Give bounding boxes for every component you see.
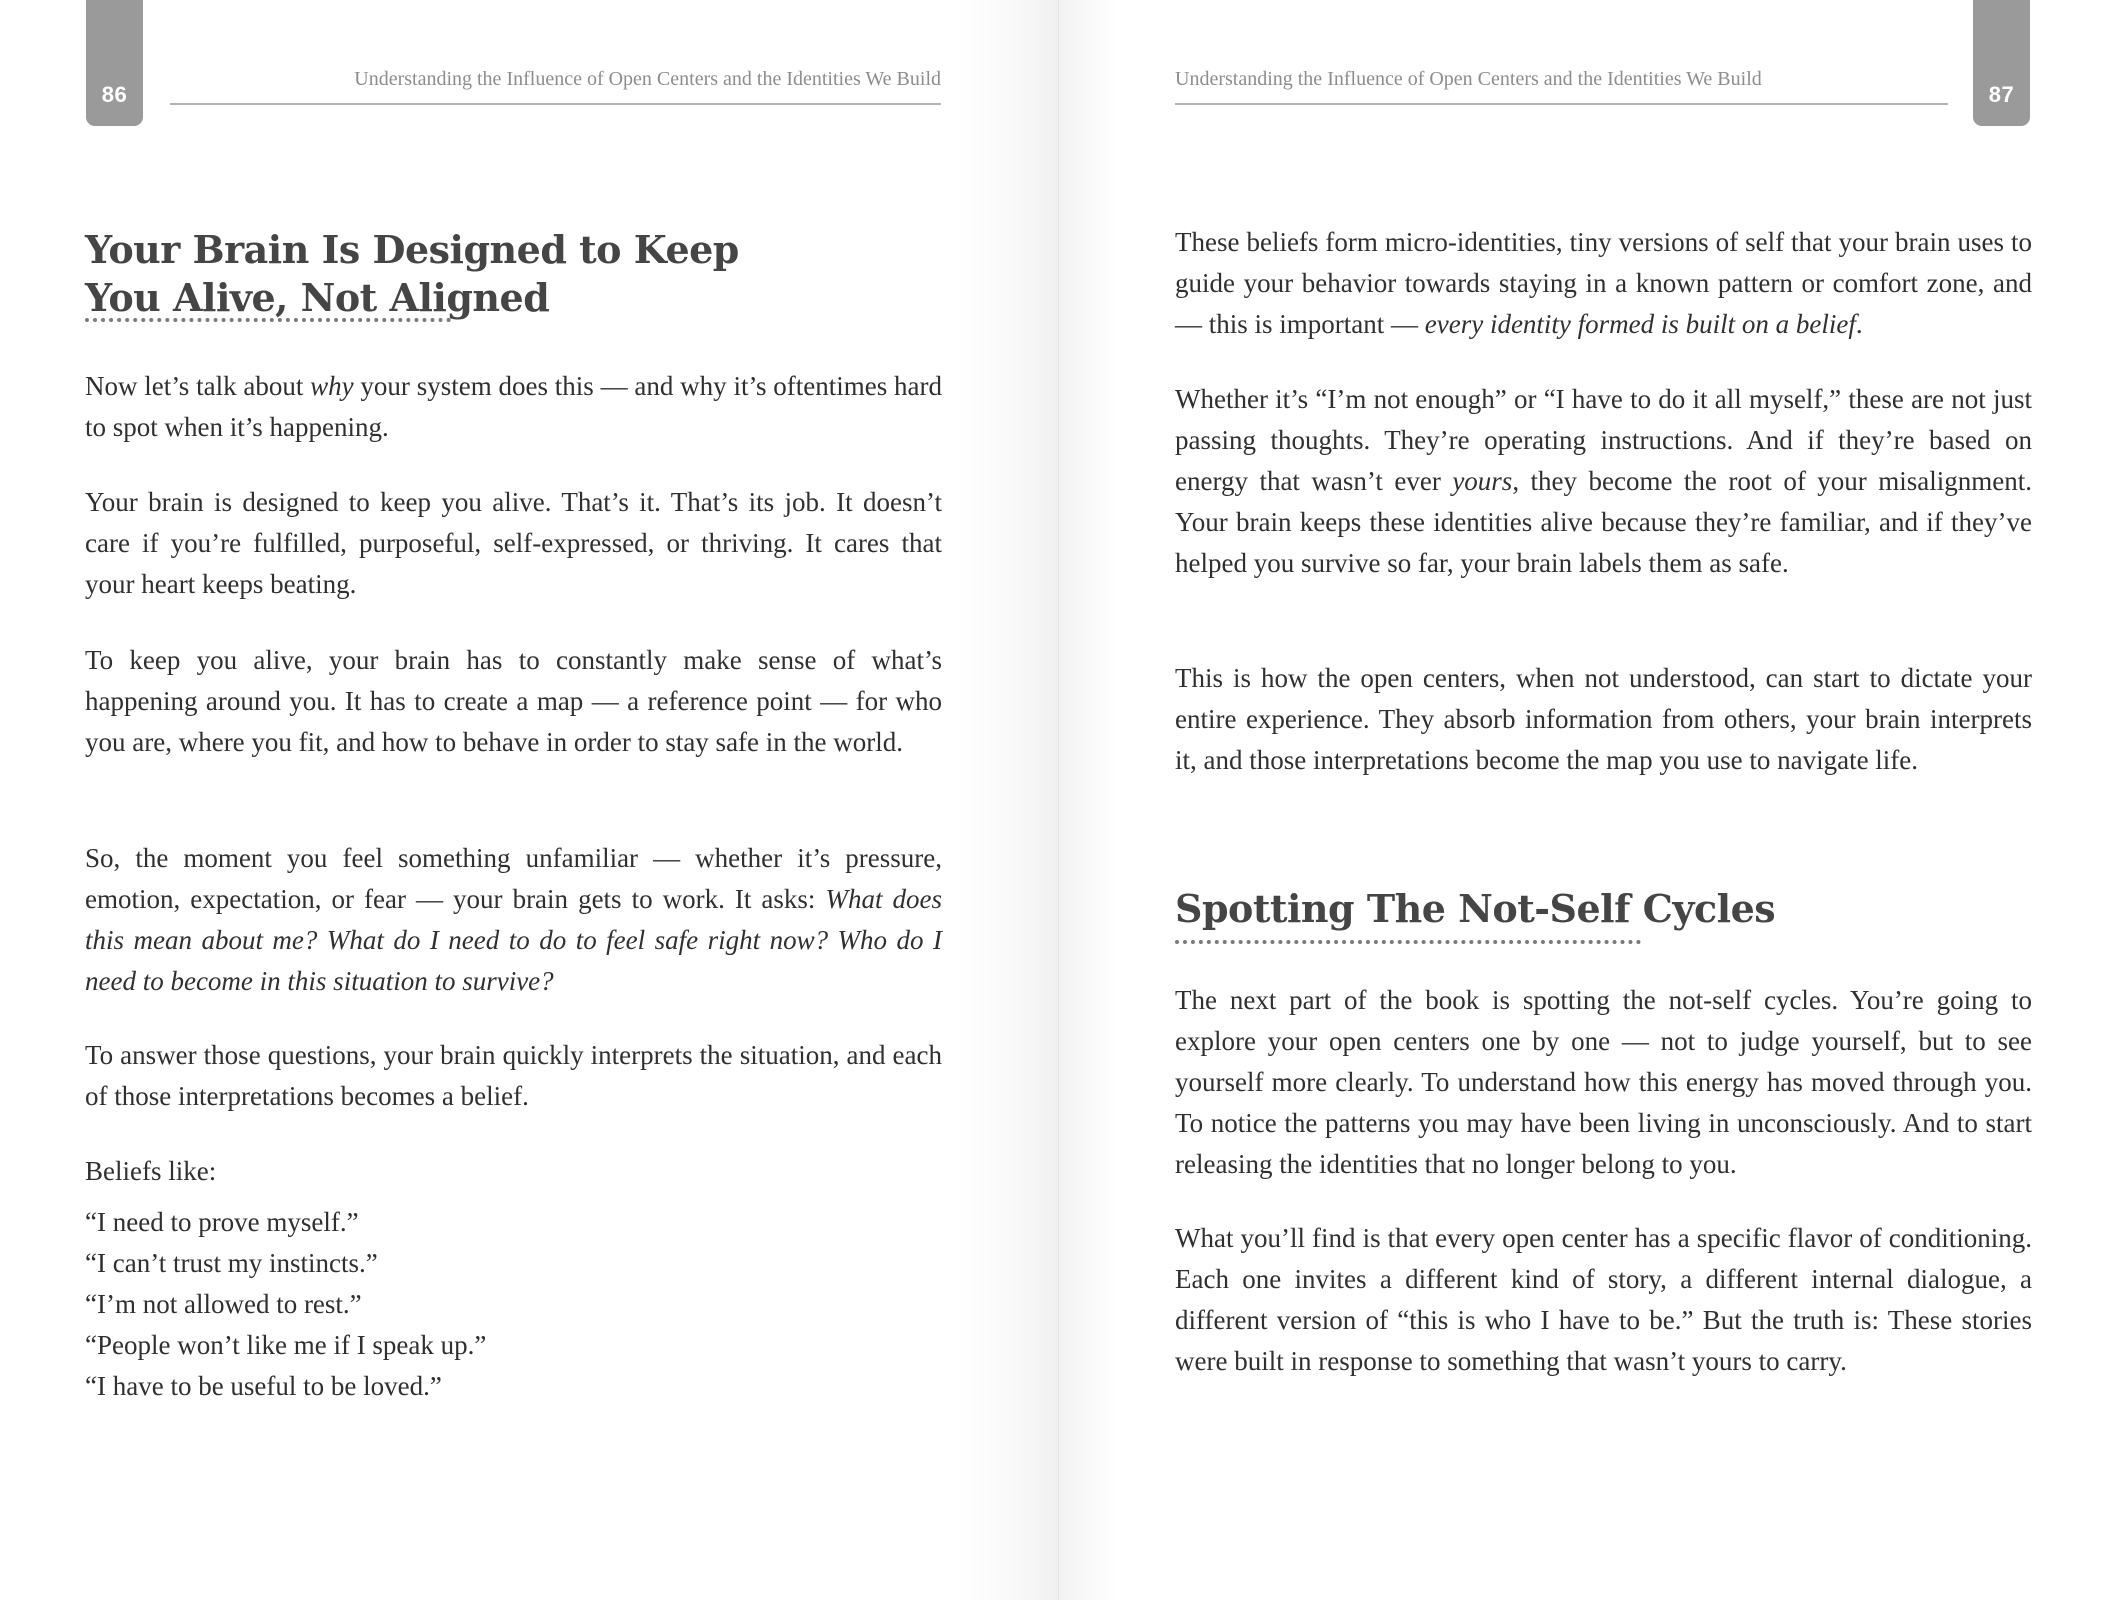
page-number-tab xyxy=(86,0,143,126)
section-heading: Spotting The Not-Self Cycles xyxy=(1175,886,1776,931)
belief-item: “I’m not allowed to rest.” xyxy=(85,1289,362,1319)
left-page xyxy=(0,0,1058,1600)
paragraph xyxy=(85,838,942,1002)
paragraph: The next part of the book is spotting the not-self cycles. You’re going to explore your open centers one by one — not to judge yourself, but to see yourself more clearly. To understand how this energy has moved through you. To notice the patterns you may have been living in unconsciously. And to start releasing the identities that no longer belong to you. xyxy=(1175,985,2032,1179)
header-rule xyxy=(1175,103,1948,105)
paragraph: To answer those questions, your brain quickly interprets the situation, and each of those interpretations becomes a belief. xyxy=(85,1040,942,1111)
heading-line: You Alive, Not Aligned xyxy=(85,275,550,320)
header-rule xyxy=(170,103,941,105)
paragraph-text: So, the moment you feel something unfamiliar — whether it’s pressure, emotion, expectation, or fear — your brain gets to work. It asks: xyxy=(85,843,942,914)
paragraph: To keep you alive, your brain has to constantly make sense of what’s happening around you. It has to create a map — a reference point — for who you are, where you fit, and how to behave in order to stay safe in the world. xyxy=(85,645,942,757)
page-number: 87 xyxy=(1988,82,2015,107)
paragraph xyxy=(1175,222,2032,345)
heading-line: Your Brain Is Designed to Keep xyxy=(85,227,739,272)
running-header: Understanding the Influence of Open Centers and the Identities We Build xyxy=(1175,68,1762,90)
paragraph-text: Now let’s talk about xyxy=(85,371,311,401)
belief-item: “I need to prove myself.” xyxy=(85,1207,359,1237)
belief-item: “People won’t like me if I speak up.” xyxy=(85,1330,487,1360)
paragraph-text: These beliefs form micro-identities, tiny versions of self that your brain uses to guide your behavior towards staying in a known pattern or comfort zone, and — this is important — xyxy=(1175,227,2032,339)
heading-dotted-rule xyxy=(85,318,451,322)
paragraph: This is how the open centers, when not understood, can start to dictate your entire experience. They absorb information from others, your brain interprets it, and those interpretations become the map you use to navigate life. xyxy=(1175,663,2032,775)
emphasis-text: every identity formed is built on a belief xyxy=(1424,309,1856,339)
emphasis-text: why xyxy=(310,371,354,401)
running-header: Understanding the Influence of Open Centers and the Identities We Build xyxy=(354,68,941,90)
page-number: 86 xyxy=(101,82,128,107)
paragraph xyxy=(85,366,942,448)
paragraph: Beliefs like: xyxy=(85,1156,217,1186)
belief-item: “I have to be useful to be loved.” xyxy=(85,1371,442,1401)
right-page xyxy=(1058,0,2119,1600)
paragraph: Your brain is designed to keep you alive. That’s it. That’s its job. It doesn’t care if you’re fulfilled, purposeful, self-expressed, or thriving. It cares that your heart keeps beating. xyxy=(85,487,942,599)
paragraph xyxy=(1175,379,2032,584)
heading-dotted-rule xyxy=(1175,940,1641,944)
paragraph: What you’ll find is that every open center has a specific flavor of conditioning. Each one invites a different kind of story, a different internal dialogue, a different version of “this is who I have to be.” But the truth is: These stories were built in response to something that wasn’t yours to carry. xyxy=(1175,1223,2032,1376)
paragraph-text: , they become the root of your misalignment. Your brain keeps these identities alive because they’re familiar, and if they’ve helped you survive so far, your brain labels them as safe. xyxy=(1175,466,2032,578)
page-number-tab xyxy=(1973,0,2030,126)
emphasis-text: yours xyxy=(1452,466,1513,496)
emphasis-text: What does this mean about me? What do I need to do to feel safe right now? Who do I need to become in this situation to survive? xyxy=(85,884,942,996)
belief-item: “I can’t trust my instincts.” xyxy=(85,1248,378,1278)
paragraph-text: . xyxy=(1855,309,1863,339)
paragraph-text: your system does this — and why it’s oftentimes hard to spot when it’s happening. xyxy=(85,371,943,442)
beliefs-list xyxy=(85,1202,486,1407)
section-heading xyxy=(85,226,942,322)
paragraph-text: Whether it’s “I’m not enough” or “I have to do it all myself,” these are not just passing thoughts. They’re operating instructions. And if they’re based on energy that wasn’t ever xyxy=(1175,384,2032,496)
